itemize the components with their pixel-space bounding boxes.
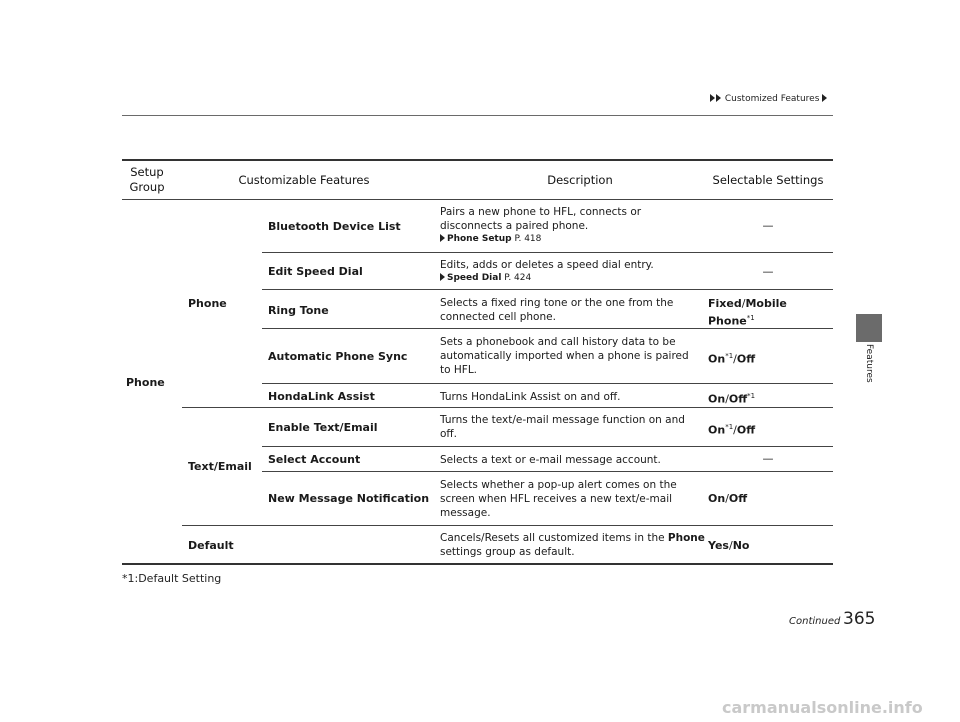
header-rule <box>122 115 833 116</box>
header-setup-group: Setup Group <box>129 165 165 194</box>
feature-automatic-phone-sync: Automatic Phone Sync <box>268 350 408 363</box>
setting-none: — <box>762 265 774 278</box>
feature-ring-tone: Ring Tone <box>268 304 329 317</box>
header-selectable-settings: Selectable Settings <box>712 173 824 187</box>
cross-reference[interactable]: Speed Dial P. 424 <box>440 272 654 285</box>
feature-select-account: Select Account <box>268 453 361 466</box>
section-tab-label: Features <box>864 344 874 383</box>
watermark: carmanualsonline.info <box>722 698 923 717</box>
feature-hondalink-assist: HondaLink Assist <box>268 390 375 403</box>
header-customizable-features: Customizable Features <box>238 173 370 187</box>
breadcrumb-label: Customized Features <box>724 94 820 104</box>
setting-enable-text-email: On$^{*1}$/Off <box>708 423 756 437</box>
triangle-icon <box>716 94 721 102</box>
cross-reference[interactable]: Phone Setup P. 418 <box>440 233 641 246</box>
setting-new-message-notification: On/Off <box>708 492 748 505</box>
header-description: Description <box>547 173 613 187</box>
description-bluetooth-device-list: Pairs a new phone to HFL, connects or disconnects a paired phone. Phone Setup P. 418 <box>440 206 642 244</box>
row-divider <box>262 289 833 290</box>
description-automatic-phone-sync: Sets a phonebook and call history data to be automatically imported when a phone is paired to HFL. <box>440 336 689 376</box>
setting-hondalink-assist: On/Off$^{*1}$ <box>708 392 756 406</box>
setting-none: — <box>762 452 774 465</box>
feature-bluetooth-device-list: Bluetooth Device List <box>268 220 401 233</box>
setting-automatic-phone-sync: On$^{*1}$/Off <box>708 352 756 366</box>
section-divider <box>182 407 833 408</box>
subgroup-phone: Phone <box>188 297 227 310</box>
subgroup-text-email: Text/Email <box>188 460 252 473</box>
row-divider <box>262 446 833 447</box>
description-hondalink-assist: Turns HondaLink Assist on and off. <box>440 391 621 403</box>
feature-new-message-notification: New Message Notification <box>268 492 430 505</box>
row-divider <box>262 328 833 329</box>
setting-default: Yes/No <box>708 539 750 552</box>
setup-group-phone: Phone <box>126 376 165 389</box>
arrow-right-icon <box>440 273 445 281</box>
row-divider <box>262 252 833 253</box>
footnote: *1:Default Setting <box>122 572 222 585</box>
section-tab-marker <box>856 314 882 342</box>
table-bottom-rule <box>122 563 833 565</box>
triangle-icon <box>822 94 827 102</box>
description-ring-tone: Selects a fixed ring tone or the one from the connected cell phone. <box>440 297 674 323</box>
setting-ring-tone: Fixed/Mobile Phone$^{*1}$ <box>708 297 787 328</box>
feature-enable-text-email: Enable Text/Email <box>268 421 378 434</box>
feature-edit-speed-dial: Edit Speed Dial <box>268 265 363 278</box>
arrow-right-icon <box>440 234 445 242</box>
continued-label: Continued <box>789 616 841 627</box>
row-divider <box>262 383 833 384</box>
table-header-rule <box>122 199 833 200</box>
description-new-message-notification: Selects whether a pop-up alert comes on the screen when HFL receives a new text/e-mail message. <box>440 479 677 519</box>
description-enable-text-email: Turns the text/e-mail message function on and off. <box>440 414 685 440</box>
row-divider <box>262 471 833 472</box>
subgroup-default: Default <box>188 539 234 552</box>
table-top-rule <box>122 159 833 161</box>
page-number: 365 <box>843 609 876 629</box>
section-divider <box>182 525 833 526</box>
description-edit-speed-dial: Edits, adds or deletes a speed dial entry. Speed Dial P. 424 <box>440 259 654 283</box>
description-select-account: Selects a text or e-mail message account. <box>440 454 661 466</box>
description-default: Cancels/Resets all customized items in the Phone settings group as default. <box>440 532 705 558</box>
setting-none: — <box>762 219 774 232</box>
breadcrumb <box>710 94 828 104</box>
triangle-icon <box>710 94 715 102</box>
